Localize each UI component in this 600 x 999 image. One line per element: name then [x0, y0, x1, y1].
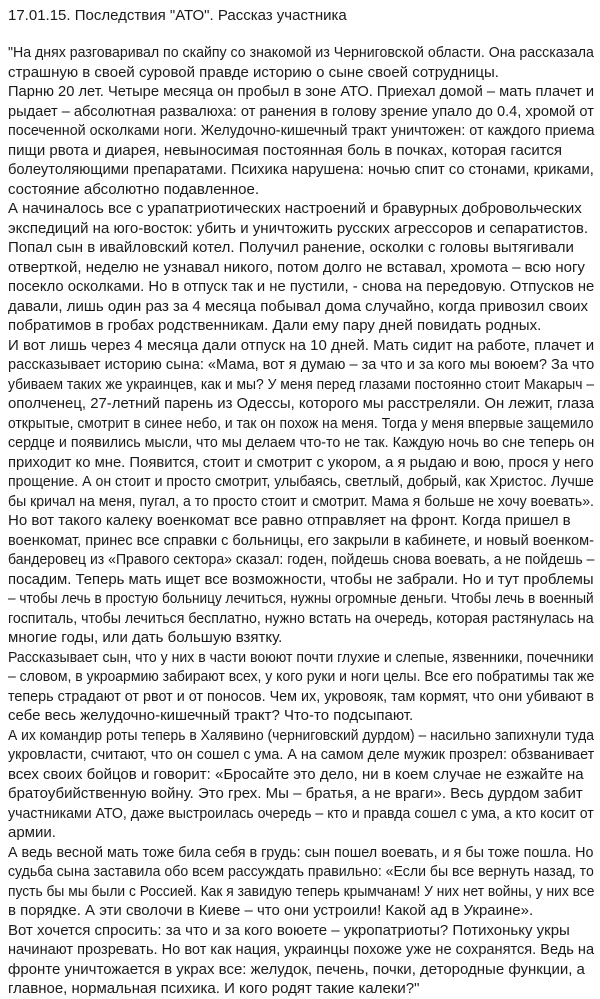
body-line: бы кричал на меня, пугал, а то просто стоит и смотрит. Мама я больше не хочу воевать».	[8, 492, 594, 510]
body-line: – словом, в укроармию забирают всех, у кого руки и ноги целы. Все его побратимы так же	[8, 668, 595, 685]
body-line: себе весь желудочно-кишечный тракт? Что-то подсыпают.	[8, 707, 414, 724]
body-line: армии.	[8, 824, 56, 841]
body-line: прощение. А он стоит и просто смотрит, улыбаясь, светлый, добрый, как Христос. Лучше	[8, 473, 594, 490]
body-line: многие годы, или дать большую взятку.	[8, 629, 283, 646]
body-line: открытые, смотрит в синее небо, и так он похож на меня. Тогда у меня впервые защемило	[8, 414, 594, 432]
body-line: военкомат, принес все справки с больницы, его закрыли в кабинете, и новый военком-	[8, 531, 594, 549]
body-line: рассказывает историю сына: «Мама, вот я думаю – за что и за кого мы воюем? За что	[8, 356, 595, 373]
body-line: госпиталь, чтобы лечиться бесплатно, нужно встать на очередь, которая растянулась на	[8, 609, 594, 627]
body-line: убиваем таких же украинцев, как и мы? У меня перед глазами постоянно стоит Макарыч –	[8, 375, 595, 393]
body-line: И вот лишь через 4 месяца дали отпуск на 10 дней. Мать сидит на работе, плачет и	[8, 336, 595, 354]
body-line: Рассказывает сын, что у них в части воюют почти глухие и слепые, язвенники, почечники	[8, 648, 594, 666]
body-line: бандеровец из «Правого сектора» сказал: годен, пойдешь снова воевать, а не пойдешь –	[8, 551, 595, 568]
body-line: Парню 20 лет. Четыре месяца он пробыл в зоне АТО. Приехал домой – мать плачет и	[8, 83, 595, 100]
body-line: главное, нормальная психика. И кого родят такие калеки?"	[8, 980, 420, 997]
body-line: посеченной осколками ноги. Желудочно-кишечный тракт уничтожен: от каждого приема	[8, 122, 595, 139]
document-title: 17.01.15. Последствия "АТО". Рассказ участника	[8, 7, 347, 24]
body-line: пищи рвота и диарея, невыносимая постоянная боль в почках, которая гасится	[8, 141, 563, 159]
body-line: ополченец, 27-летний парень из Одессы, которого мы расстреляли. Он лежит, глаза	[8, 395, 595, 412]
body-line: братоубийственную войну. Это грех. Мы – братья, а не враги». Весь дурдом забит	[8, 785, 583, 802]
body-line: страшную в своей суровой правде историю о сыне своей сотрудницы.	[8, 63, 499, 81]
body-line: сердце и появились мысли, что мы делаем что-то не так. Каждую ночь во сне теперь он	[8, 434, 595, 451]
body-line: болеутоляющими препаратами. Психика нарушена: ночью спит со стонами, криками,	[8, 161, 594, 178]
body-line: отверткой, неделю не узнавал никого, потом долго не вставал, хромота – всю ногу	[8, 258, 585, 276]
body-line: участниками АТО, даже выстроилась очередь – кто и правда сошел с ума, а кто косит от	[8, 804, 594, 822]
body-line: А начиналось все с урапатриотических настроений и бравурных добровольческих	[8, 200, 582, 217]
body-line: Попал сын в ивайловский котел. Получил ранение, осколки с головы вытягивали	[8, 239, 574, 256]
body-line: теперь страдают от рвот и от поносов. Чем их, укровояк, там кормят, что они убивают в	[8, 687, 594, 705]
body-line: побратимов в гробах родственникам. Дали ему пару дней повидать родных.	[8, 317, 542, 334]
body-line: Но вот такого калеку военкомат все равно отправляет на фронт. Когда пришел в	[8, 512, 571, 529]
body-line: пусть бы мы были с Россией. Как я завидую теперь крымчанам! У них нет войны, у них все	[8, 882, 595, 900]
body-line: фронте уничтожается в украх все: желудок, печень, почки, детородные функции, а	[8, 960, 585, 978]
body-line: Вот хочется спросить: за что и за кого воюете – укропатриоты? Потихоньку укры	[8, 921, 570, 939]
body-line: укровласти, считают, что он сошел с ума. А на самом деле мужик прозрел: обзванивает	[8, 746, 595, 763]
body-line: состояние абсолютно подавленное.	[8, 180, 260, 198]
body-line: А ведь весной мать тоже била себя в грудь: сын пошел воевать, и я бы тоже пошла. Но	[8, 843, 594, 861]
body-line: приходит ко мне. Появится, стоит и смотрит с укором, а я рыдаю и вою, прося у него	[8, 453, 594, 471]
body-line: посадим. Теперь мать ищет все возможности, чтобы не забрали. Но и тут проблемы	[8, 570, 594, 588]
body-line: всех своих бойцов и говорит: «Бросайте это дело, ни в коем случае не езжайте на	[8, 765, 584, 783]
body-line: "На днях разговаривал по скайпу со знакомой из Черниговской области. Она рассказала	[8, 44, 594, 61]
body-line: давали, лишь один раз за 4 месяца побывал дома случайно, когда привозил своих	[8, 297, 588, 315]
body-line: начинают прозревать. Но вот как нация, украинцы похоже уже не сохранятся. Ведь на	[8, 941, 595, 958]
body-line: рыдает – абсолютная развалюха: от ранения в голову зрение упало до 0.4, хромой от	[8, 102, 594, 120]
body-line: – чтобы лечь в простую больницу лечиться, нужны огромные деньги. Чтобы лечь в военный	[8, 590, 594, 607]
body-line: посекло осколками. Но в отпуск так и не пустили, - снова на передовую. Отпусков не	[8, 278, 595, 295]
body-line: экспедиций на юго-восток: убить и уничтожить русских агрессоров и сепаратистов.	[8, 219, 589, 237]
body-line: А их командир роты теперь в Халявино (черниговский дурдом) – насильно запихнули туда	[8, 726, 594, 744]
document-body	[8, 43, 594, 999]
body-line: судьба сына заставила обо всем рассуждать правильно: «Если бы все вернуть назад, то	[8, 863, 594, 880]
body-line: в порядке. А эти сволочи в Киеве – что они устроили! Какой ад в Украине».	[8, 902, 534, 919]
